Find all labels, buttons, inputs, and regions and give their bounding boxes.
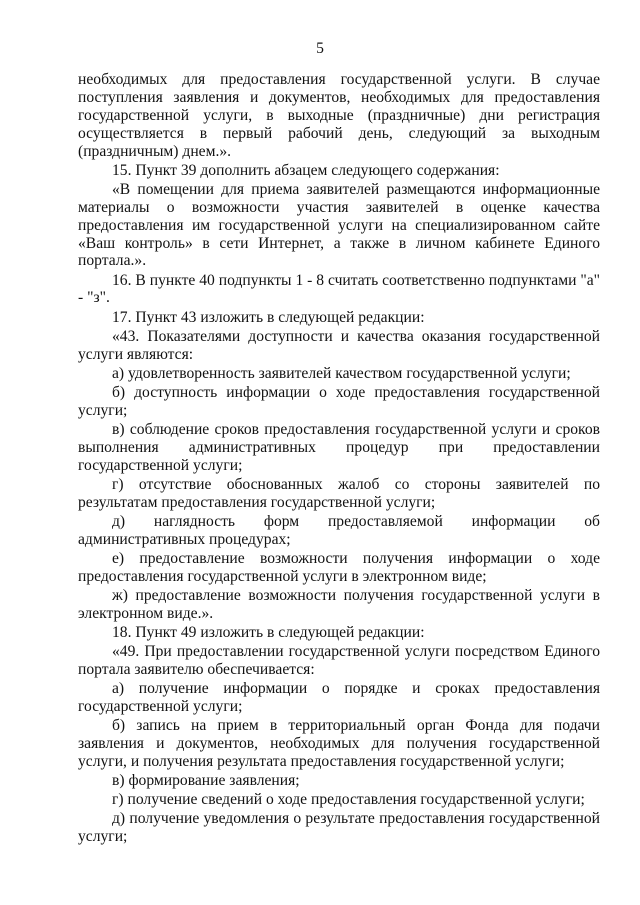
paragraph: д) наглядность форм предоставляемой информации об административных процедурах; <box>78 512 600 548</box>
paragraph: е) предоставление возможности получения информации о ходе предоставления государственной услуги в электронном виде; <box>78 549 600 585</box>
paragraph: б) доступность информации о ходе предоставления государственной услуги; <box>78 383 600 419</box>
paragraph: а) удовлетворенность заявителей качеством государственной услуги; <box>112 364 571 382</box>
paragraph: в) формирование заявления; <box>112 771 300 789</box>
paragraph: «49. При предоставлении государственной услуги посредством Единого портала заявителю обеспечивается: <box>78 642 600 678</box>
paragraph: г) получение сведений о ходе предоставления государственной услуги; <box>112 790 585 808</box>
paragraph: ж) предоставление возможности получения государственной услуги в электронном виде.». <box>78 586 600 622</box>
paragraph: д) получение уведомления о результате предоставления государственной услуги; <box>78 809 600 845</box>
paragraph: г) отсутствие обоснованных жалоб со стороны заявителей по результатам предоставления государственной услуги; <box>78 475 600 511</box>
page-number: 5 <box>316 40 324 57</box>
paragraph: «43. Показателями доступности и качества оказания государственной услуги являются: <box>78 327 600 363</box>
paragraph: необходимых для предоставления государственной услуги. В случае поступления заявления и документов, необходимых для предоставления государственной услуги, в выходные (праздничные) дни регистрация осуществляется в первый рабочий день, следующий за выходным (праздничным) днем.». <box>78 71 600 160</box>
paragraph: а) получение информации о порядке и сроках предоставления государственной услуги; <box>78 679 600 715</box>
paragraph: 18. Пункт 49 изложить в следующей редакции: <box>112 623 425 641</box>
paragraph: 15. Пункт 39 дополнить абзацем следующего содержания: <box>112 161 500 179</box>
paragraph: «В помещении для приема заявителей размещаются информационные материалы о возможности участия заявителей в оценке качества предоставления им государственной услуги на специализированном сайте «Ваш контроль» в сети Интернет, а также в личном кабинете Единого портала.». <box>78 180 600 270</box>
document-body <box>78 71 600 847</box>
paragraph: б) запись на прием в территориальный орган Фонда для подачи заявления и документов, необходимых для получения государственной услуги, и получения результата предоставления государственной услуги; <box>78 716 600 770</box>
paragraph: 16. В пункте 40 подпункты 1 - 8 считать соответственно подпунктами "а" - "з". <box>78 271 600 307</box>
paragraph: 17. Пункт 43 изложить в следующей редакции: <box>112 308 425 326</box>
paragraph: в) соблюдение сроков предоставления государственной услуги и сроков выполнения административных процедур при предоставлении государственной услуги; <box>78 420 600 474</box>
